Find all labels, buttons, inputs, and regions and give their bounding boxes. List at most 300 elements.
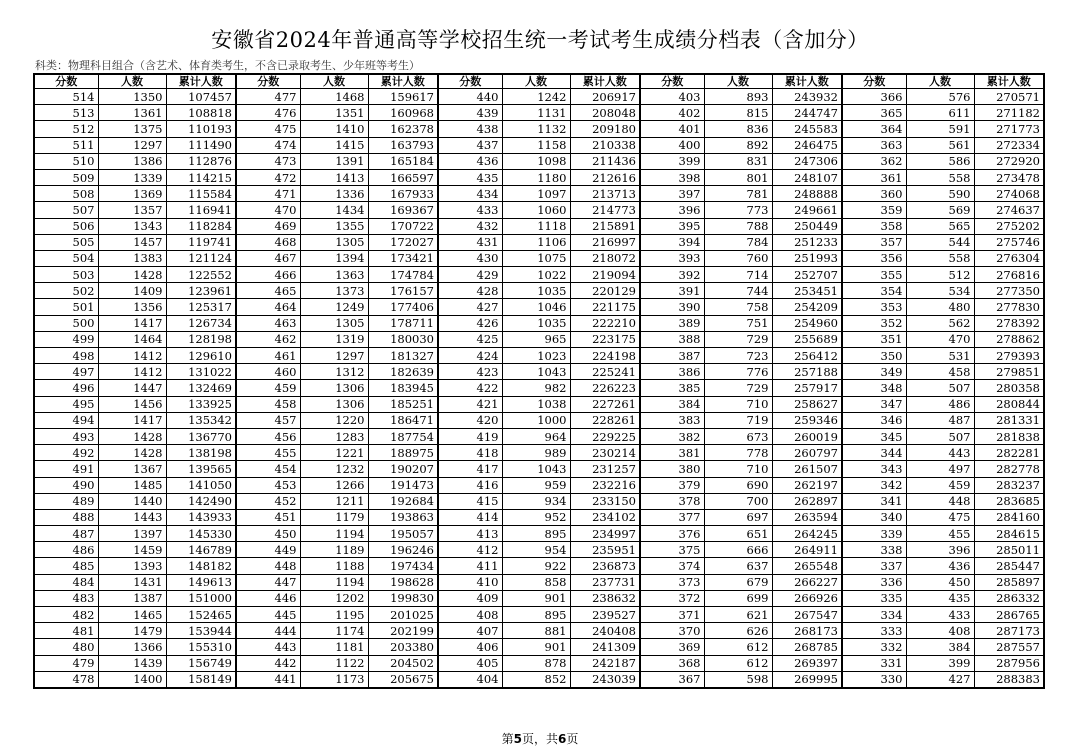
cell-score: 375 <box>640 542 704 558</box>
cell-score: 508 <box>34 186 98 202</box>
cell-count: 773 <box>704 202 772 218</box>
cell-score: 502 <box>34 283 98 299</box>
cell-cum: 145330 <box>166 526 236 542</box>
cell-cum: 242187 <box>570 655 640 671</box>
cell-score: 506 <box>34 218 98 234</box>
table-row <box>34 477 1044 493</box>
column-header-cum: 累计人数 <box>368 74 438 89</box>
cell-cum: 148182 <box>166 558 236 574</box>
cell-score: 436 <box>438 153 502 169</box>
table-row <box>34 364 1044 380</box>
cell-score: 466 <box>236 267 300 283</box>
cell-count: 486 <box>906 396 974 412</box>
cell-count: 480 <box>906 299 974 315</box>
cell-score: 448 <box>236 558 300 574</box>
cell-count: 801 <box>704 169 772 185</box>
cell-count: 690 <box>704 477 772 493</box>
cell-count: 1179 <box>300 509 368 525</box>
column-header-cum: 累计人数 <box>570 74 640 89</box>
cell-count: 1409 <box>98 283 166 299</box>
cell-score: 377 <box>640 509 704 525</box>
cell-score: 438 <box>438 121 502 137</box>
cell-count: 1351 <box>300 105 368 121</box>
cell-count: 1098 <box>502 153 570 169</box>
cell-cum: 183945 <box>368 380 438 396</box>
cell-score: 406 <box>438 639 502 655</box>
cell-count: 1118 <box>502 218 570 234</box>
cell-score: 389 <box>640 315 704 331</box>
cell-count: 534 <box>906 283 974 299</box>
cell-count: 831 <box>704 153 772 169</box>
cell-score: 470 <box>236 202 300 218</box>
cell-score: 486 <box>34 542 98 558</box>
cell-cum: 275746 <box>974 234 1044 250</box>
cell-count: 776 <box>704 364 772 380</box>
cell-count: 1367 <box>98 461 166 477</box>
table-row <box>34 542 1044 558</box>
table-row <box>34 396 1044 412</box>
cell-score: 442 <box>236 655 300 671</box>
cell-count: 1038 <box>502 396 570 412</box>
cell-count: 1319 <box>300 331 368 347</box>
cell-cum: 218072 <box>570 250 640 266</box>
cell-score: 404 <box>438 671 502 688</box>
cell-cum: 146789 <box>166 542 236 558</box>
cell-count: 1410 <box>300 121 368 137</box>
cell-score: 380 <box>640 461 704 477</box>
cell-score: 501 <box>34 299 98 315</box>
cell-cum: 283237 <box>974 477 1044 493</box>
cell-score: 437 <box>438 137 502 153</box>
cell-count: 723 <box>704 348 772 364</box>
cell-cum: 287956 <box>974 655 1044 671</box>
cell-count: 1350 <box>98 89 166 105</box>
cell-count: 815 <box>704 105 772 121</box>
cell-count: 1180 <box>502 169 570 185</box>
cell-cum: 178711 <box>368 315 438 331</box>
cell-count: 700 <box>704 493 772 509</box>
cell-cum: 156749 <box>166 655 236 671</box>
footer-prefix: 第 <box>501 732 514 746</box>
cell-count: 673 <box>704 428 772 444</box>
cell-count: 710 <box>704 396 772 412</box>
cell-cum: 131022 <box>166 364 236 380</box>
cell-score: 339 <box>842 526 906 542</box>
cell-cum: 235951 <box>570 542 640 558</box>
cell-count: 1393 <box>98 558 166 574</box>
cell-cum: 196246 <box>368 542 438 558</box>
cell-score: 355 <box>842 267 906 283</box>
cell-count: 561 <box>906 137 974 153</box>
cell-cum: 139565 <box>166 461 236 477</box>
cell-score: 417 <box>438 461 502 477</box>
cell-cum: 126734 <box>166 315 236 331</box>
table-row <box>34 348 1044 364</box>
table-row <box>34 509 1044 525</box>
cell-score: 337 <box>842 558 906 574</box>
cell-count: 433 <box>906 607 974 623</box>
cell-count: 450 <box>906 574 974 590</box>
cell-score: 439 <box>438 105 502 121</box>
cell-cum: 286332 <box>974 590 1044 606</box>
cell-count: 1479 <box>98 623 166 639</box>
cell-score: 505 <box>34 234 98 250</box>
cell-cum: 248107 <box>772 169 842 185</box>
cell-cum: 125317 <box>166 299 236 315</box>
cell-count: 1174 <box>300 623 368 639</box>
cell-score: 462 <box>236 331 300 347</box>
cell-score: 383 <box>640 412 704 428</box>
cell-score: 477 <box>236 89 300 105</box>
cell-score: 481 <box>34 623 98 639</box>
cell-cum: 237731 <box>570 574 640 590</box>
cell-score: 382 <box>640 428 704 444</box>
cell-cum: 138198 <box>166 445 236 461</box>
cell-score: 335 <box>842 590 906 606</box>
cell-cum: 285447 <box>974 558 1044 574</box>
cell-count: 1131 <box>502 105 570 121</box>
table-row <box>34 105 1044 121</box>
cell-count: 651 <box>704 526 772 542</box>
cell-cum: 282281 <box>974 445 1044 461</box>
cell-score: 464 <box>236 299 300 315</box>
cell-score: 401 <box>640 121 704 137</box>
cell-score: 363 <box>842 137 906 153</box>
score-table-container <box>33 73 1043 689</box>
footer-total-pages: 6 <box>558 732 567 746</box>
cell-count: 1221 <box>300 445 368 461</box>
cell-cum: 264245 <box>772 526 842 542</box>
cell-cum: 185251 <box>368 396 438 412</box>
cell-count: 507 <box>906 428 974 444</box>
cell-count: 934 <box>502 493 570 509</box>
cell-score: 471 <box>236 186 300 202</box>
cell-score: 443 <box>236 639 300 655</box>
cell-score: 348 <box>842 380 906 396</box>
cell-cum: 240408 <box>570 623 640 639</box>
cell-cum: 172027 <box>368 234 438 250</box>
cell-count: 1181 <box>300 639 368 655</box>
table-row <box>34 461 1044 477</box>
cell-cum: 198628 <box>368 574 438 590</box>
cell-score: 346 <box>842 412 906 428</box>
cell-cum: 255689 <box>772 331 842 347</box>
cell-count: 964 <box>502 428 570 444</box>
cell-score: 403 <box>640 89 704 105</box>
cell-score: 367 <box>640 671 704 688</box>
cell-count: 1305 <box>300 315 368 331</box>
cell-score: 496 <box>34 380 98 396</box>
cell-count: 1361 <box>98 105 166 121</box>
cell-cum: 283685 <box>974 493 1044 509</box>
cell-count: 1043 <box>502 461 570 477</box>
cell-score: 400 <box>640 137 704 153</box>
cell-count: 1369 <box>98 186 166 202</box>
cell-cum: 203380 <box>368 639 438 655</box>
cell-count: 959 <box>502 477 570 493</box>
cell-score: 392 <box>640 267 704 283</box>
cell-score: 430 <box>438 250 502 266</box>
cell-count: 512 <box>906 267 974 283</box>
cell-count: 1391 <box>300 153 368 169</box>
cell-count: 487 <box>906 412 974 428</box>
cell-score: 352 <box>842 315 906 331</box>
table-row <box>34 89 1044 105</box>
cell-cum: 123961 <box>166 283 236 299</box>
cell-score: 384 <box>640 396 704 412</box>
cell-cum: 284160 <box>974 509 1044 525</box>
cell-cum: 208048 <box>570 105 640 121</box>
cell-count: 760 <box>704 250 772 266</box>
cell-score: 344 <box>842 445 906 461</box>
cell-score: 485 <box>34 558 98 574</box>
cell-cum: 205675 <box>368 671 438 688</box>
cell-count: 1431 <box>98 574 166 590</box>
cell-score: 497 <box>34 364 98 380</box>
cell-cum: 135342 <box>166 412 236 428</box>
cell-score: 440 <box>438 89 502 105</box>
cell-score: 336 <box>842 574 906 590</box>
cell-cum: 162378 <box>368 121 438 137</box>
cell-count: 1336 <box>300 186 368 202</box>
cell-count: 1060 <box>502 202 570 218</box>
cell-count: 699 <box>704 590 772 606</box>
cell-count: 399 <box>906 655 974 671</box>
cell-score: 429 <box>438 267 502 283</box>
cell-cum: 234997 <box>570 526 640 542</box>
cell-cum: 269995 <box>772 671 842 688</box>
cell-count: 1439 <box>98 655 166 671</box>
cell-count: 729 <box>704 331 772 347</box>
cell-cum: 174784 <box>368 267 438 283</box>
cell-score: 465 <box>236 283 300 299</box>
cell-count: 1305 <box>300 234 368 250</box>
cell-cum: 284615 <box>974 526 1044 542</box>
cell-score: 420 <box>438 412 502 428</box>
cell-cum: 277830 <box>974 299 1044 315</box>
footer-suffix: 页 <box>566 732 579 746</box>
cell-score: 513 <box>34 105 98 121</box>
cell-cum: 206917 <box>570 89 640 105</box>
cell-count: 427 <box>906 671 974 688</box>
cell-score: 463 <box>236 315 300 331</box>
cell-cum: 142490 <box>166 493 236 509</box>
cell-score: 423 <box>438 364 502 380</box>
cell-count: 1428 <box>98 445 166 461</box>
cell-cum: 279851 <box>974 364 1044 380</box>
cell-score: 422 <box>438 380 502 396</box>
cell-count: 1297 <box>300 348 368 364</box>
cell-count: 1075 <box>502 250 570 266</box>
cell-count: 1312 <box>300 364 368 380</box>
cell-cum: 197434 <box>368 558 438 574</box>
cell-score: 489 <box>34 493 98 509</box>
table-row <box>34 655 1044 671</box>
cell-score: 433 <box>438 202 502 218</box>
cell-score: 416 <box>438 477 502 493</box>
cell-count: 544 <box>906 234 974 250</box>
cell-cum: 249661 <box>772 202 842 218</box>
cell-score: 444 <box>236 623 300 639</box>
cell-count: 576 <box>906 89 974 105</box>
cell-cum: 129610 <box>166 348 236 364</box>
cell-cum: 160968 <box>368 105 438 121</box>
cell-score: 507 <box>34 202 98 218</box>
cell-count: 1158 <box>502 137 570 153</box>
table-row <box>34 234 1044 250</box>
cell-score: 514 <box>34 89 98 105</box>
cell-count: 1035 <box>502 283 570 299</box>
cell-count: 562 <box>906 315 974 331</box>
cell-count: 1195 <box>300 607 368 623</box>
cell-score: 427 <box>438 299 502 315</box>
cell-score: 347 <box>842 396 906 412</box>
cell-score: 424 <box>438 348 502 364</box>
cell-cum: 253451 <box>772 283 842 299</box>
table-row <box>34 202 1044 218</box>
cell-cum: 180030 <box>368 331 438 347</box>
cell-score: 492 <box>34 445 98 461</box>
cell-cum: 266227 <box>772 574 842 590</box>
cell-cum: 282778 <box>974 461 1044 477</box>
cell-score: 419 <box>438 428 502 444</box>
cell-cum: 110193 <box>166 121 236 137</box>
cell-count: 1357 <box>98 202 166 218</box>
cell-count: 1383 <box>98 250 166 266</box>
cell-score: 398 <box>640 169 704 185</box>
cell-score: 487 <box>34 526 98 542</box>
cell-score: 374 <box>640 558 704 574</box>
cell-count: 558 <box>906 250 974 266</box>
cell-cum: 192684 <box>368 493 438 509</box>
table-row <box>34 315 1044 331</box>
cell-cum: 265548 <box>772 558 842 574</box>
cell-score: 388 <box>640 331 704 347</box>
cell-cum: 236873 <box>570 558 640 574</box>
cell-cum: 133925 <box>166 396 236 412</box>
cell-cum: 254209 <box>772 299 842 315</box>
cell-score: 468 <box>236 234 300 250</box>
cell-count: 621 <box>704 607 772 623</box>
cell-score: 450 <box>236 526 300 542</box>
cell-cum: 213713 <box>570 186 640 202</box>
cell-cum: 251993 <box>772 250 842 266</box>
cell-score: 493 <box>34 428 98 444</box>
cell-cum: 182639 <box>368 364 438 380</box>
cell-cum: 272334 <box>974 137 1044 153</box>
cell-count: 1468 <box>300 89 368 105</box>
table-row <box>34 283 1044 299</box>
column-header-cum: 累计人数 <box>974 74 1044 89</box>
cell-count: 1122 <box>300 655 368 671</box>
cell-score: 345 <box>842 428 906 444</box>
cell-score: 451 <box>236 509 300 525</box>
cell-cum: 264911 <box>772 542 842 558</box>
cell-cum: 119741 <box>166 234 236 250</box>
cell-cum: 272920 <box>974 153 1044 169</box>
cell-score: 373 <box>640 574 704 590</box>
page-title: 安徽省2024年普通高等学校招生统一考试考生成绩分档表（含加分） <box>211 28 869 52</box>
cell-count: 1283 <box>300 428 368 444</box>
cell-cum: 281838 <box>974 428 1044 444</box>
cell-cum: 257917 <box>772 380 842 396</box>
cell-score: 397 <box>640 186 704 202</box>
cell-score: 459 <box>236 380 300 396</box>
cell-count: 858 <box>502 574 570 590</box>
cell-cum: 276304 <box>974 250 1044 266</box>
cell-score: 414 <box>438 509 502 525</box>
cell-score: 342 <box>842 477 906 493</box>
cell-count: 1306 <box>300 396 368 412</box>
cell-cum: 122552 <box>166 267 236 283</box>
cell-score: 511 <box>34 137 98 153</box>
cell-cum: 238632 <box>570 590 640 606</box>
cell-score: 394 <box>640 234 704 250</box>
cell-count: 901 <box>502 639 570 655</box>
cell-count: 852 <box>502 671 570 688</box>
cell-score: 362 <box>842 153 906 169</box>
cell-cum: 173421 <box>368 250 438 266</box>
cell-count: 1459 <box>98 542 166 558</box>
cell-cum: 209180 <box>570 121 640 137</box>
cell-score: 332 <box>842 639 906 655</box>
cell-count: 1202 <box>300 590 368 606</box>
cell-count: 1343 <box>98 218 166 234</box>
cell-cum: 165184 <box>368 153 438 169</box>
cell-score: 478 <box>34 671 98 688</box>
column-header-score: 分数 <box>640 74 704 89</box>
cell-cum: 288383 <box>974 671 1044 688</box>
cell-cum: 268785 <box>772 639 842 655</box>
cell-count: 396 <box>906 542 974 558</box>
cell-score: 494 <box>34 412 98 428</box>
cell-count: 965 <box>502 331 570 347</box>
cell-score: 378 <box>640 493 704 509</box>
cell-score: 370 <box>640 623 704 639</box>
cell-count: 1173 <box>300 671 368 688</box>
cell-score: 491 <box>34 461 98 477</box>
cell-count: 1412 <box>98 364 166 380</box>
cell-score: 343 <box>842 461 906 477</box>
cell-count: 1373 <box>300 283 368 299</box>
cell-cum: 278862 <box>974 331 1044 347</box>
cell-count: 901 <box>502 590 570 606</box>
cell-score: 334 <box>842 607 906 623</box>
cell-count: 531 <box>906 348 974 364</box>
cell-score: 338 <box>842 542 906 558</box>
cell-score: 503 <box>34 267 98 283</box>
cell-count: 475 <box>906 509 974 525</box>
table-row <box>34 623 1044 639</box>
table-row <box>34 169 1044 185</box>
cell-count: 1306 <box>300 380 368 396</box>
cell-score: 331 <box>842 655 906 671</box>
cell-score: 454 <box>236 461 300 477</box>
cell-count: 1465 <box>98 607 166 623</box>
cell-count: 881 <box>502 623 570 639</box>
table-row <box>34 218 1044 234</box>
cell-count: 384 <box>906 639 974 655</box>
cell-count: 989 <box>502 445 570 461</box>
cell-score: 453 <box>236 477 300 493</box>
cell-score: 376 <box>640 526 704 542</box>
footer-middle: 页，共 <box>521 732 558 746</box>
cell-count: 1447 <box>98 380 166 396</box>
cell-count: 1387 <box>98 590 166 606</box>
cell-count: 744 <box>704 283 772 299</box>
cell-count: 781 <box>704 186 772 202</box>
cell-score: 393 <box>640 250 704 266</box>
